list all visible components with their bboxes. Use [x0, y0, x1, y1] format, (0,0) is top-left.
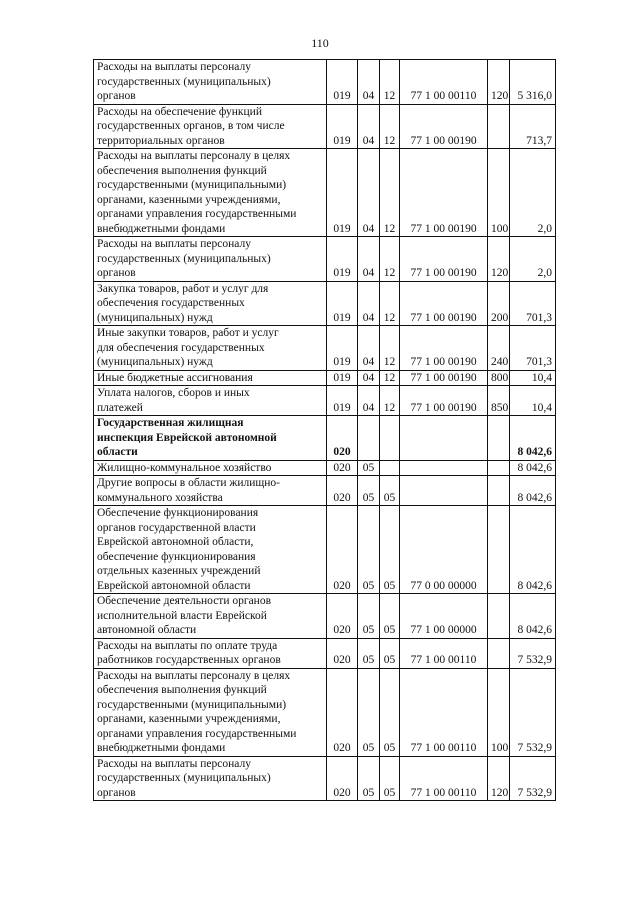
table-row	[94, 237, 556, 282]
subsection-code-cell: 12	[380, 60, 400, 105]
expense-name-line: органов	[97, 90, 136, 102]
target-article-cell: 77 1 00 00190	[400, 281, 488, 326]
expense-name-line: Еврейской автономной области,	[97, 536, 254, 548]
section-code-cell: 05	[358, 476, 380, 506]
section-code-cell: 04	[358, 237, 380, 282]
amount-cell: 8 042,6	[510, 460, 556, 476]
amount-cell: 10,4	[510, 370, 556, 386]
expense-name-line: обеспечение функционирования	[97, 550, 256, 563]
target-article-cell: 77 1 00 00190	[400, 370, 488, 386]
amount-cell: 701,3	[510, 326, 556, 371]
expense-type-cell: 200	[488, 281, 510, 326]
expense-name-line: органов	[97, 267, 136, 279]
table-row	[94, 506, 556, 594]
expense-name-cell	[94, 386, 327, 416]
expense-name-line: государственных (муниципальных)	[97, 75, 271, 88]
expense-name-line: органами управления государственными	[97, 208, 297, 220]
amount-cell: 713,7	[510, 104, 556, 149]
expense-name-line: работников государственных органов	[97, 654, 281, 666]
grbs-code-cell: 020	[327, 638, 358, 668]
amount-cell: 8 042,6	[510, 416, 556, 461]
amount-cell: 7 532,9	[510, 668, 556, 756]
target-article-cell: 77 1 00 00190	[400, 237, 488, 282]
grbs-code-cell: 020	[327, 460, 358, 476]
expense-name-line: Иные закупки товаров, работ и услуг	[97, 327, 279, 339]
subsection-code-cell: 12	[380, 386, 400, 416]
expense-name-line: внебюджетными фондами	[97, 742, 226, 754]
expense-name-line: органами, казенными учреждениями,	[97, 713, 281, 725]
subsection-code-cell: 12	[380, 237, 400, 282]
table-row	[94, 416, 556, 461]
expense-name-line: Еврейской автономной области	[97, 579, 251, 592]
subsection-code-cell: 12	[380, 326, 400, 371]
target-article-cell: 77 1 00 00110	[400, 668, 488, 756]
expense-name-line: области	[97, 446, 138, 458]
section-code-cell: 05	[358, 638, 380, 668]
expense-name-line: Расходы на выплаты персоналу в целях	[97, 150, 291, 162]
expense-name-line: Обеспечение функционирования	[97, 507, 259, 519]
expense-type-cell	[488, 594, 510, 639]
expense-name-cell	[94, 756, 327, 801]
grbs-code-cell: 020	[327, 506, 358, 594]
expense-name-line: органами управления государственными	[97, 727, 297, 740]
expense-name-cell	[94, 638, 327, 668]
expense-name-line: государственных (муниципальных)	[97, 252, 271, 265]
amount-cell: 5 316,0	[510, 60, 556, 105]
section-code-cell: 04	[358, 386, 380, 416]
subsection-code-cell: 12	[380, 104, 400, 149]
subsection-code-cell: 12	[380, 370, 400, 386]
target-article-cell: 77 1 00 00190	[400, 386, 488, 416]
section-code-cell: 05	[358, 668, 380, 756]
amount-cell: 8 042,6	[510, 476, 556, 506]
expense-name-line: инспекция Еврейской автономной	[97, 431, 277, 444]
expense-name-line: Расходы на выплаты по оплате труда	[97, 639, 278, 652]
grbs-code-cell: 019	[327, 149, 358, 237]
subsection-code-cell: 12	[380, 281, 400, 326]
expense-type-cell: 240	[488, 326, 510, 371]
table-row	[94, 149, 556, 237]
expense-name-line: Уплата налогов, сборов и иных	[97, 387, 250, 399]
expense-type-cell: 100	[488, 668, 510, 756]
table-row	[94, 476, 556, 506]
expense-name-line: территориальных органов	[97, 134, 225, 147]
grbs-code-cell: 020	[327, 416, 358, 461]
amount-cell: 10,4	[510, 386, 556, 416]
expense-name-line: Обеспечение деятельности органов	[97, 595, 272, 607]
subsection-code-cell: 05	[380, 638, 400, 668]
expense-name-line: обеспечения выполнения функций	[97, 164, 267, 177]
amount-cell: 8 042,6	[510, 594, 556, 639]
expense-name-line: органов	[97, 786, 136, 799]
expense-name-line: государственными (муниципальными)	[97, 698, 287, 711]
expense-name-cell	[94, 149, 327, 237]
expense-name-cell	[94, 668, 327, 756]
expense-name-line: Закупка товаров, работ и услуг для	[97, 282, 269, 295]
expense-type-cell: 120	[488, 756, 510, 801]
grbs-code-cell: 019	[327, 281, 358, 326]
expense-name-line: Иные бюджетные ассигнования	[97, 371, 253, 384]
expense-name-line: органов государственной власти	[97, 521, 256, 534]
expense-name-cell	[94, 506, 327, 594]
expense-name-cell	[94, 460, 327, 476]
section-code-cell: 04	[358, 370, 380, 386]
table-row	[94, 370, 556, 386]
expense-name-line: государственных органов, в том числе	[97, 120, 285, 132]
budget-table	[93, 59, 556, 801]
subsection-code-cell: 12	[380, 149, 400, 237]
table-row	[94, 60, 556, 105]
table-row	[94, 460, 556, 476]
amount-cell: 7 532,9	[510, 638, 556, 668]
expense-type-cell: 850	[488, 386, 510, 416]
target-article-cell: 77 1 00 00110	[400, 638, 488, 668]
grbs-code-cell: 020	[327, 756, 358, 801]
subsection-code-cell: 05	[380, 594, 400, 639]
grbs-code-cell: 019	[327, 60, 358, 105]
table-row	[94, 281, 556, 326]
expense-name-cell	[94, 281, 327, 326]
target-article-cell	[400, 476, 488, 506]
expense-name-line: Расходы на выплаты персоналу в целях	[97, 669, 291, 682]
expense-name-cell	[94, 326, 327, 371]
expense-name-cell	[94, 476, 327, 506]
expense-name-line: государственных (муниципальных)	[97, 772, 271, 784]
expense-name-line: обеспечения выполнения функций	[97, 684, 267, 696]
expense-name-line: отдельных казенных учреждений	[97, 565, 261, 577]
target-article-cell: 77 1 00 00190	[400, 326, 488, 371]
grbs-code-cell: 019	[327, 386, 358, 416]
subsection-code-cell	[380, 416, 400, 461]
section-code-cell: 05	[358, 460, 380, 476]
table-row	[94, 326, 556, 371]
grbs-code-cell: 019	[327, 370, 358, 386]
expense-type-cell: 100	[488, 149, 510, 237]
expense-name-line: коммунального хозяйства	[97, 491, 223, 504]
grbs-code-cell: 020	[327, 668, 358, 756]
grbs-code-cell: 019	[327, 104, 358, 149]
subsection-code-cell	[380, 460, 400, 476]
grbs-code-cell: 019	[327, 326, 358, 371]
expense-name-cell	[94, 370, 327, 386]
expense-name-line: платежей	[97, 401, 143, 414]
expense-type-cell: 800	[488, 370, 510, 386]
expense-type-cell	[488, 460, 510, 476]
expense-name-cell	[94, 416, 327, 461]
expense-name-line: исполнительной власти Еврейской	[97, 609, 267, 622]
section-code-cell: 05	[358, 756, 380, 801]
target-article-cell: 77 0 00 00000	[400, 506, 488, 594]
expense-type-cell: 120	[488, 60, 510, 105]
section-code-cell: 04	[358, 104, 380, 149]
expense-name-cell	[94, 237, 327, 282]
grbs-code-cell: 020	[327, 594, 358, 639]
target-article-cell: 77 1 00 00190	[400, 149, 488, 237]
expense-name-line: (муниципальных) нужд	[97, 311, 213, 324]
expense-type-cell	[488, 104, 510, 149]
subsection-code-cell: 05	[380, 476, 400, 506]
section-code-cell: 05	[358, 594, 380, 639]
expense-name-cell	[94, 60, 327, 105]
expense-name-line: Расходы на выплаты персоналу	[97, 757, 251, 770]
expense-name-line: обеспечения государственных	[97, 297, 245, 309]
expense-name-line: органами, казенными учреждениями,	[97, 193, 281, 206]
section-code-cell	[358, 416, 380, 461]
expense-name-line: Расходы на выплаты персоналу	[97, 238, 251, 250]
expense-name-line: Государственная жилищная	[97, 417, 244, 429]
subsection-code-cell: 05	[380, 756, 400, 801]
target-article-cell: 77 1 00 00000	[400, 594, 488, 639]
expense-name-line: Жилищно-коммунальное хозяйство	[97, 461, 272, 474]
target-article-cell	[400, 460, 488, 476]
grbs-code-cell: 020	[327, 476, 358, 506]
expense-type-cell	[488, 638, 510, 668]
expense-name-line: Расходы на выплаты персоналу	[97, 61, 251, 73]
table-row	[94, 594, 556, 639]
table-row	[94, 668, 556, 756]
expense-type-cell	[488, 506, 510, 594]
amount-cell: 8 042,6	[510, 506, 556, 594]
target-article-cell: 77 1 00 00110	[400, 756, 488, 801]
amount-cell: 7 532,9	[510, 756, 556, 801]
amount-cell: 2,0	[510, 237, 556, 282]
section-code-cell: 04	[358, 326, 380, 371]
target-article-cell: 77 1 00 00190	[400, 104, 488, 149]
subsection-code-cell: 05	[380, 668, 400, 756]
grbs-code-cell: 019	[327, 237, 358, 282]
table-row	[94, 104, 556, 149]
expense-name-line: Расходы на обеспечение функций	[97, 105, 262, 118]
expense-name-line: государственными (муниципальными)	[97, 179, 287, 191]
table-row	[94, 638, 556, 668]
expense-name-line: Другие вопросы в области жилищно-	[97, 477, 280, 489]
target-article-cell: 77 1 00 00110	[400, 60, 488, 105]
section-code-cell: 04	[358, 60, 380, 105]
page-number: 110	[311, 36, 329, 50]
expense-type-cell: 120	[488, 237, 510, 282]
section-code-cell: 04	[358, 149, 380, 237]
section-code-cell: 04	[358, 281, 380, 326]
subsection-code-cell: 05	[380, 506, 400, 594]
expense-type-cell	[488, 416, 510, 461]
expense-name-cell	[94, 104, 327, 149]
expense-name-line: автономной области	[97, 624, 197, 636]
section-code-cell: 05	[358, 506, 380, 594]
amount-cell: 2,0	[510, 149, 556, 237]
amount-cell: 701,3	[510, 281, 556, 326]
expense-name-line: (муниципальных) нужд	[97, 356, 213, 368]
table-row	[94, 386, 556, 416]
expense-name-cell	[94, 594, 327, 639]
expense-name-line: внебюджетными фондами	[97, 222, 226, 235]
expense-type-cell	[488, 476, 510, 506]
target-article-cell	[400, 416, 488, 461]
table-row	[94, 756, 556, 801]
expense-name-line: для обеспечения государственных	[97, 341, 265, 354]
